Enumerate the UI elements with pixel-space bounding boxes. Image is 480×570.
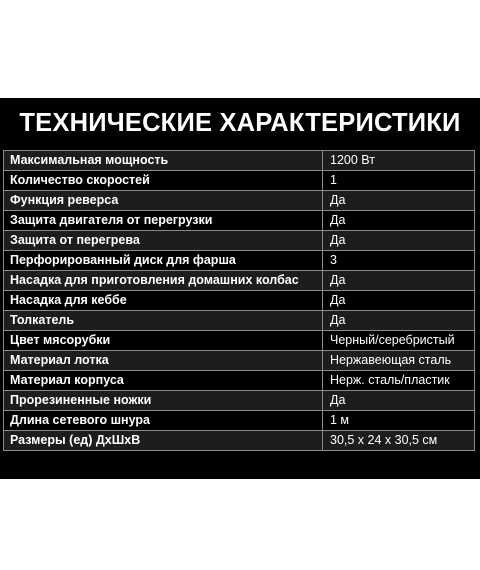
spec-value: 1 м [323, 411, 475, 431]
spec-value: 3 [323, 251, 475, 271]
spec-value: Черный/серебристый [323, 331, 475, 351]
specifications-table [3, 150, 475, 451]
spec-value: 30,5 x 24 x 30,5 см [323, 431, 475, 451]
table-row [4, 231, 475, 251]
spec-name: Количество скоростей [4, 171, 323, 191]
spec-value: Да [323, 311, 475, 331]
spec-value: Да [323, 391, 475, 411]
table-row [4, 311, 475, 331]
spec-name: Толкатель [4, 311, 323, 331]
spec-value: 1 [323, 171, 475, 191]
table-row [4, 411, 475, 431]
spec-name: Размеры (ед) ДхШхВ [4, 431, 323, 451]
spec-value: Нерж. сталь/пластик [323, 371, 475, 391]
table-row [4, 211, 475, 231]
spec-value: 1200 Вт [323, 151, 475, 171]
table-row [4, 391, 475, 411]
table-row [4, 331, 475, 351]
spec-name: Максимальная мощность [4, 151, 323, 171]
page-title: ТЕХНИЧЕСКИЕ ХАРАКТЕРИСТИКИ [19, 109, 461, 137]
table-row [4, 151, 475, 171]
spec-name: Защита двигателя от перегрузки [4, 211, 323, 231]
spec-value: Да [323, 191, 475, 211]
spec-value: Да [323, 211, 475, 231]
table-row [4, 351, 475, 371]
table-row [4, 191, 475, 211]
spec-value: Да [323, 291, 475, 311]
spec-name: Материал лотка [4, 351, 323, 371]
table-row [4, 371, 475, 391]
table-row [4, 271, 475, 291]
spec-value: Да [323, 231, 475, 251]
spec-name: Насадка для кеббе [4, 291, 323, 311]
spec-name: Прорезиненные ножки [4, 391, 323, 411]
table-row [4, 171, 475, 191]
table-row [4, 291, 475, 311]
spec-name: Функция реверса [4, 191, 323, 211]
table-row [4, 431, 475, 451]
spec-value: Да [323, 271, 475, 291]
spec-name: Защита от перегрева [4, 231, 323, 251]
spec-name: Перфорированный диск для фарша [4, 251, 323, 271]
spec-value: Нержавеющая сталь [323, 351, 475, 371]
spec-name: Насадка для приготовления домашних колбас [4, 271, 323, 291]
specifications-panel [0, 98, 480, 479]
spec-name: Цвет мясорубки [4, 331, 323, 351]
spec-name: Материал корпуса [4, 371, 323, 391]
spec-name: Длина сетевого шнура [4, 411, 323, 431]
table-row [4, 251, 475, 271]
